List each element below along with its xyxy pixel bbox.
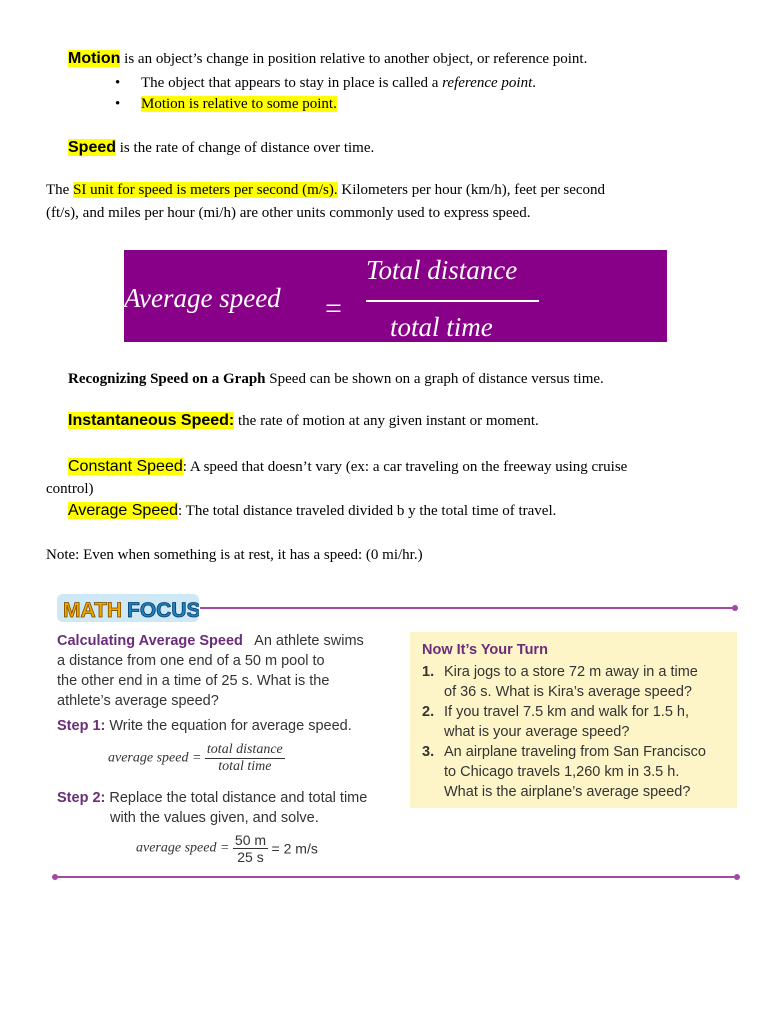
math-focus-top-rule: [200, 607, 734, 609]
eq2-result: = 2 m/s: [271, 840, 318, 857]
math-focus-logo: [57, 592, 199, 624]
eq1-denominator: total time: [218, 759, 272, 774]
eq2-denominator: 25 s: [237, 849, 264, 865]
step-1-label: Step 1:: [57, 718, 106, 734]
example-title: Calculating Average Speed: [57, 633, 243, 649]
instantaneous-term: Instantaneous Speed:: [68, 412, 235, 429]
formula-fraction-bar: [366, 300, 539, 302]
formula-numerator: Total distance: [366, 255, 518, 285]
constant-term: Constant Speed: [68, 458, 183, 475]
equation-1: average speed = $\frac{\text{total distance}}{\text{total time}}$: [108, 742, 283, 774]
constant-definition: Constant Speed: A speed that doesn’t vary (ex: a car traveling on the freeway using cruise: [68, 458, 628, 475]
eq1-numerator: total distance: [206, 742, 283, 757]
average-term: Average Speed: [68, 502, 179, 519]
bottom-rule-end-dot: [734, 874, 740, 880]
problem-3: 3. An airplane traveling from San Francisco: [422, 744, 706, 760]
eq2-numerator: 50 m: [234, 832, 267, 848]
step-2: Step 2: Replace the total distance and total time: [57, 790, 368, 806]
note: Note: Even when something is at rest, it has a speed: (0 mi/hr.): [46, 547, 423, 563]
motion-definition: Motion is an object’s change in position relative to another object, or reference point.: [68, 50, 588, 67]
si-unit-line-1: The SI unit for speed is meters per second (m/s). Kilometers per hour (km/h), feet per second: [46, 182, 606, 198]
step-2-label: Step 2:: [57, 790, 106, 806]
speed-definition: Speed is the rate of change of distance over time.: [68, 139, 375, 156]
problem-2: 2. If you travel 7.5 km and walk for 1.5 h,: [422, 704, 690, 720]
graph-title: Recognizing Speed on a Graph: [68, 371, 266, 387]
average-speed-formula: [124, 250, 667, 342]
formula-equals: =: [325, 292, 342, 325]
math-focus-logo-graphic: [57, 592, 199, 624]
step-2-line-2: with the values given, and solve.: [110, 810, 319, 826]
example-block: Calculating Average Speed An athlete swims a distance from one end of a 50 m pool to the other end in a time of 25 s. What is the athlete’s average speed?: [57, 633, 364, 709]
instantaneous-definition: Instantaneous Speed: the rate of motion at any given instant or moment.: [68, 412, 539, 429]
average-definition: Average Speed: The total distance traveled divided b y the total time of travel.: [68, 502, 557, 519]
motion-term: Motion: [68, 50, 121, 67]
svg-text:MATH: MATH: [63, 599, 123, 622]
your-turn-box: Now It’s Your Turn 1. Kira jogs to a store 72 m away in a time of 36 s. What is Kira’s average speed? 2. If you travel 7.5 km and walk for 1.5 h, what is your average speed? 3. An airplane traveling from San Francisco to Chicago travels 1,260 km in 3.5 h. What is the airplane’s average speed?: [410, 632, 737, 808]
equation-2: average speed = $\frac{50 m}{25 s}$ = 2 m/s: [136, 832, 318, 865]
your-turn-title: Now It’s Your Turn: [422, 642, 548, 658]
motion-bullet-1: • The object that appears to stay in place is called a reference point.: [115, 75, 536, 91]
speed-term: Speed: [68, 139, 117, 156]
problem-1: 1. Kira jogs to a store 72 m away in a time: [422, 664, 698, 680]
formula-lhs: Average speed: [124, 283, 281, 313]
step-1: Step 1: Write the equation for average speed.: [57, 718, 352, 734]
svg-text:FOCUS: FOCUS: [127, 599, 199, 622]
si-unit-line-2: (ft/s), and miles per hour (mi/h) are other units commonly used to express speed.: [46, 205, 531, 221]
top-rule-end-dot: [732, 605, 738, 611]
motion-bullet-2: • Motion is relative to some point.: [115, 96, 337, 112]
math-focus-bottom-rule: [56, 876, 736, 878]
formula-denominator: total time: [390, 312, 493, 342]
constant-definition-2: control): [46, 481, 94, 497]
graph-line: Recognizing Speed on a Graph Speed can be shown on a graph of distance versus time.: [68, 371, 604, 387]
